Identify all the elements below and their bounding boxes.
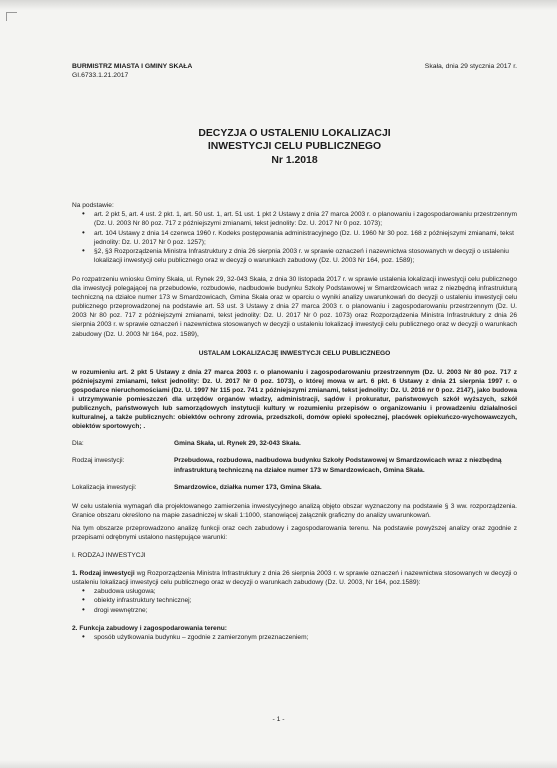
decision-number: Nr 1.2018 [271,154,318,166]
scan-corner-mark [6,12,17,21]
detail-row [72,439,517,448]
intro-paragraph: Po rozpatrzeniu wniosku Gminy Skała, ul. Rynek 29, 32-043 Skała, z dnia 30 listopada 2017 r. w sprawie ustalenia lokalizacji inwestycji celu publicznego dla inwestycji polegającej na przebudowie, rozbudowie, nadbudowie budynku Szkoły Podstawowej w Smardzowicach wraz z niezbędną infrastrukturą techniczną na działce numer 173 w Smardzowicach, Gmina Skała oraz w oparciu o wyniki analizy uwarunkowań do decyzji o ustaleniu inwestycji celu publicznego przeprowadzonej na podstawie art. 53 ust. 3 Ustawy z dnia 27 marca 2003 r. o planowaniu i zagospodarowaniu przestrzennym (Dz. U. 2003 Nr 80 poz. 717 z późniejszymi zmianami, tekst jednolity: Dz. U. 2017 Nr 0 poz. 1073) oraz Rozporządzenia Ministra Infrastruktury z dnia 26 sierpnia 2003 r. w sprawie oznaczeń i nazewnictwa stosowanych w decyzji o ustaleniu lokalizacji inwestycji celu publicznego oraz w decyzji o warunkach zabudowy (Dz. U. 2003 Nr 164, poz. 1589), [72,275,517,338]
page-number: - 1 - [272,715,285,723]
scope-paragraph-2: Na tym obszarze przeprowadzono analizę funkcji oraz cech zabudowy i zagospodarowania terenu. Na podstawie powyższej analizy oraz zgodnie z przepisami odrębnymi ustalono następujące warunki: [72,524,517,542]
item-text: wg Rozporządzenia Ministra Infrastruktury z dnia 26 sierpnia 2003 r. w sprawie oznaczeń i nazewnictwa stosowanych w decyzji o ustaleniu lokalizacji inwestycji celu publicznego oraz w decyzji o warunkach zabudowy (Dz. U. 2003, Nr 164, poz.1589): [72,570,517,587]
investment-details [72,439,517,491]
legal-basis-item: • §2, §3 Rozporządzenia Ministra Infrastruktury z dnia 26 sierpnia 2003 r. w sprawie oznaczeń i nazewnictwa stosowanych w decyzji o ustaleniu lokalizacji inwestycji celu publicznego oraz w decyzji o warunkach zabudowy (Dz. U. 2003 Nr 164, poz. 1589); [86,247,517,265]
meaning-paragraph: w rozumieniu art. 2 pkt 5 Ustawy z dnia 27 marca 2003 r. o planowaniu i zagospodarowaniu przestrzennym (Dz. U. 2003 Nr 80 poz. 717 z późniejszymi zmianami, tekst jednolity: Dz. U. 2017 Nr 0 poz. 1073), o której mowa w art. 6 pkt. 6 Ustawy z dnia 21 sierpnia 1997 r. o gospodarce nieruchomościami (Dz. U. 1997 Nr 115 poz. 741 z późniejszymi zmianami, tekst jednolity: Dz. U. 2016 nr 0 poz. 2147), jako budowa i utrzymywanie pomieszczeń dla urzędów organów władzy, administracji, sądów i prokuratur, państwowych szkół wyższych, szkół publicznych, państwowych lub samorządowych instytucji kultury w rozumieniu przepisów o organizowaniu i prowadzeniu działalności kulturalnej, a także publicznych: obiektów ochrony zdrowia, przedszkoli, domów opieki społecznej, placówek opiekuńczo-wychowawczych, obiektów sportowych; . [72,368,517,431]
detail-row [72,483,517,492]
detail-value: Gmina Skała, ul. Rynek 29, 32-043 Skała. [174,440,301,448]
legal-basis-label: Na podstawie: [72,202,114,210]
issuer-name: BURMISTRZ MIASTA I GMINY SKAŁA [72,63,193,70]
item-heading: 1. Rodzaj inwestycji [72,570,135,578]
document-title [72,127,517,168]
section-heading: I. RODZAJ INWESTYCJI [72,552,146,560]
establish-heading: USTALAM LOKALIZACJĘ INWESTYCJI CELU PUBLICZNEGO [198,349,391,357]
detail-label: Dla: [72,440,84,448]
numbered-item-2 [72,624,517,633]
issuer-block [72,62,192,81]
legal-basis-item: • art. 2 pkt 5, art. 4 ust. 2 pkt. 1, art. 50 ust. 1, art. 51 ust. 1 pkt 2 Ustawy z dnia 27 marca 2003 r. o planowaniu i zagospodarowaniu przestrzennym (Dz. U. 2003 Nr 80 poz. 717 z późniejszymi zmianami, tekst jednolity: Dz. U. 2017 Nr 0 poz. 1073); [86,210,517,228]
scope-paragraph: W celu ustalenia wymagań dla projektowanego zamierzenia inwestycyjnego analizą objęto obszar wyznaczony na podstawie § 3 ww. rozporządzenia. Granice obszaru określono na mapie zasadniczej w skali 1:1000, stanowiącej załącznik graficzny do analizy uwarunkowań. [72,502,517,519]
function-list [72,633,517,642]
issue-date: Skała, dnia 29 stycznia 2017 r. [424,63,517,70]
function-item: • sposób użytkowania budynku – zgodnie z zamierzonym przeznaczeniem; [86,633,517,642]
investment-type-list [72,587,517,614]
investment-type-item: • obiekty infrastruktury technicznej; [86,596,517,605]
numbered-item-1 [72,569,517,587]
title-line-1: DECYZJA O USTALENIU LOKALIZACJI [198,127,391,139]
scan-edge-top [0,0,557,10]
title-line-2: INWESTYCJI CELU PUBLICZNEGO [207,141,382,153]
detail-value: Przebudowa, rozbudowa, nadbudowa budynku Szkoły Podstawowej w Smardzowicach wraz z niezbędną infrastrukturą techniczną na działce numer 173 w Smardzowicach, Gmina Skała. [174,457,502,474]
detail-row [72,456,517,474]
detail-value: Smardzowice, działka numer 173, Gmina Skała. [174,483,322,491]
detail-label: Lokalizacja inwestycji: [72,483,137,491]
reference-number: GI.6733.1.21.2017 [72,72,129,80]
item-heading: 2. Funkcja zabudowy i zagospodarowania terenu: [72,624,227,632]
investment-type-item: • drogi wewnętrzne; [86,606,517,615]
document-header [72,62,517,81]
legal-basis-list [72,210,517,265]
detail-label: Rodzaj inwestycji: [72,457,125,465]
scan-edge-bottom [0,760,557,768]
investment-type-item: • zabudowa usługowa; [86,587,517,596]
legal-basis-item: • art. 104 Ustawy z dnia 14 czerwca 1960 r. Kodeks postępowania administracyjnego (Dz. U. 1960 Nr 30 poz. 168 z późniejszymi zmianami, tekst jednolity: Dz. U. 2017 Nr 0 poz. 1257); [86,229,517,247]
